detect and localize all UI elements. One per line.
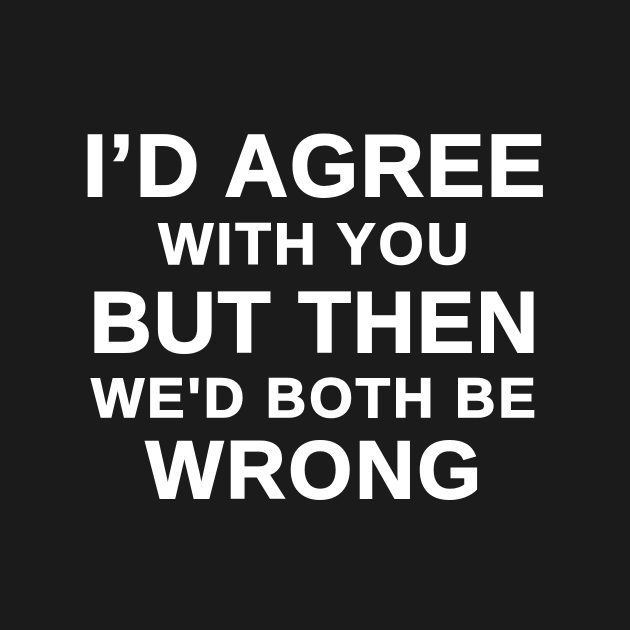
quote-line-2: WITH YOU: [158, 212, 472, 277]
quote-line-4: WE'D BOTH BE: [91, 366, 539, 429]
quote-line-5: WRONG: [145, 425, 485, 516]
quote-line-1: I’D AGREE: [82, 116, 548, 215]
quote-line-3: BUT THEN: [89, 275, 541, 371]
